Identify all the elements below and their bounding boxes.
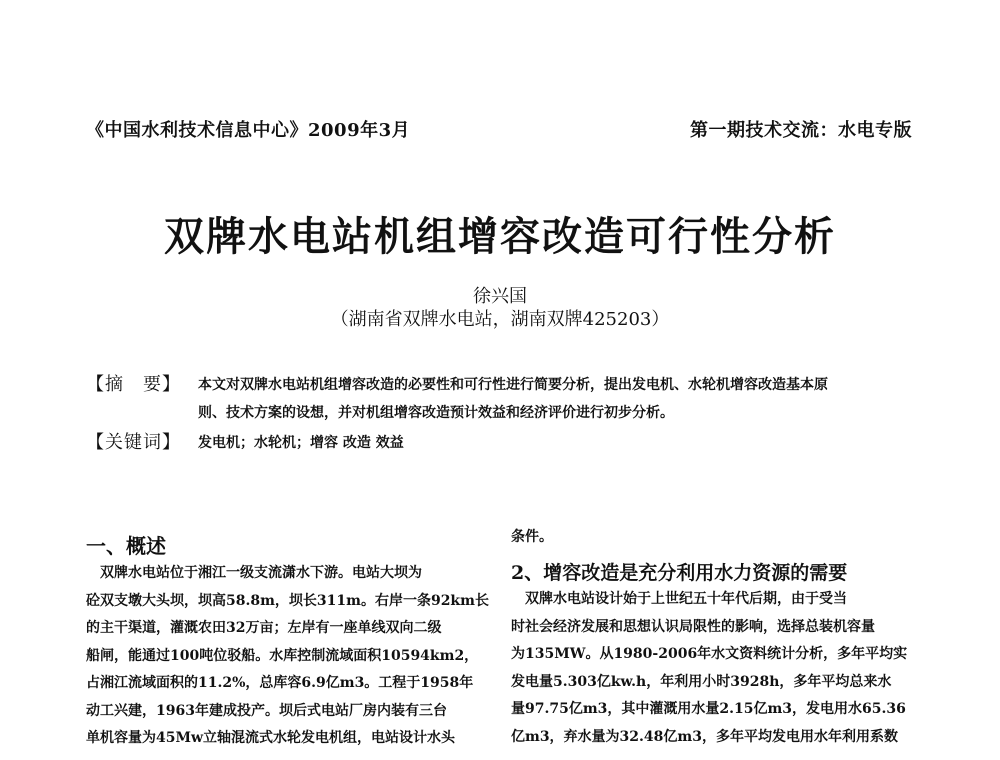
keywords-text: 发电机；水轮机；增容 改造 效益	[198, 435, 404, 451]
body-line: 时社会经济发展和思想认识局限性的影响，选择总装机容量	[511, 618, 875, 635]
body-line: 的主干渠道，灌溉农田32万亩；左岸有一座单线双向二级	[86, 620, 442, 636]
abstract-line: 本文对双牌水电站机组增容改造的必要性和可行性进行简要分析，提出发电机、水轮机增容改造基本原	[198, 377, 828, 393]
body-line: 砼双支墩大头坝，坝高58.8m，坝长311m。右岸一条92km长	[86, 592, 489, 609]
abstract-line: 则、技术方案的设想，并对机组增容改造预计效益和经济评价进行初步分析。	[198, 405, 674, 421]
abstract-label: 【摘 要】	[86, 374, 181, 395]
body-line: 量97.75亿m3，其中灌溉用水量2.15亿m3，发电用水65.36	[511, 701, 906, 717]
section1-body	[86, 560, 498, 753]
journal-header: 《中国水利技术信息中心》2009年3月	[86, 120, 411, 141]
keywords-label: 【关键词】	[86, 432, 181, 453]
author-affiliation: （湖南省双牌水电站，湖南双牌425203）	[330, 309, 670, 330]
continued-text: 条件。	[511, 529, 553, 545]
body-line: 占湘江流域面积的11.2%，总库容6.9亿m3。工程于1958年	[86, 675, 474, 691]
section-heading: 一、概述	[86, 534, 166, 558]
body-line: 船闸，能通过100吨位驳船。水库控制流域面积10594km2，	[86, 647, 479, 664]
section2-body	[511, 586, 923, 751]
body-line: 亿m3，弃水量为32.48亿m3，多年平均发电用水年利用系数	[511, 728, 898, 745]
body-line: 双牌水电站设计始于上世纪五十年代后期，由于受当	[511, 591, 847, 607]
body-line: 动工兴建，1963年建成投产。坝后式电站厂房内装有三台	[86, 702, 447, 719]
body-line: 双牌水电站位于湘江一级支流潇水下游。电站大坝为	[86, 565, 422, 581]
paper-title: 双牌水电站机组增容改造可行性分析	[164, 213, 836, 260]
body-line: 发电量5.303亿kw.h，年利用小时3928h，多年平均总来水	[511, 673, 892, 690]
issue-header: 第一期技术交流：水电专版	[690, 120, 912, 141]
body-line: 单机容量为45Mw立轴混流式水轮发电机组，电站设计水头	[86, 730, 456, 746]
author-name: 徐兴国	[473, 286, 527, 307]
body-line: 为135MW。从1980-2006年水文资料统计分析，多年平均实	[511, 646, 908, 662]
section-heading: 2、增容改造是充分利用水力资源的需要	[511, 562, 848, 584]
